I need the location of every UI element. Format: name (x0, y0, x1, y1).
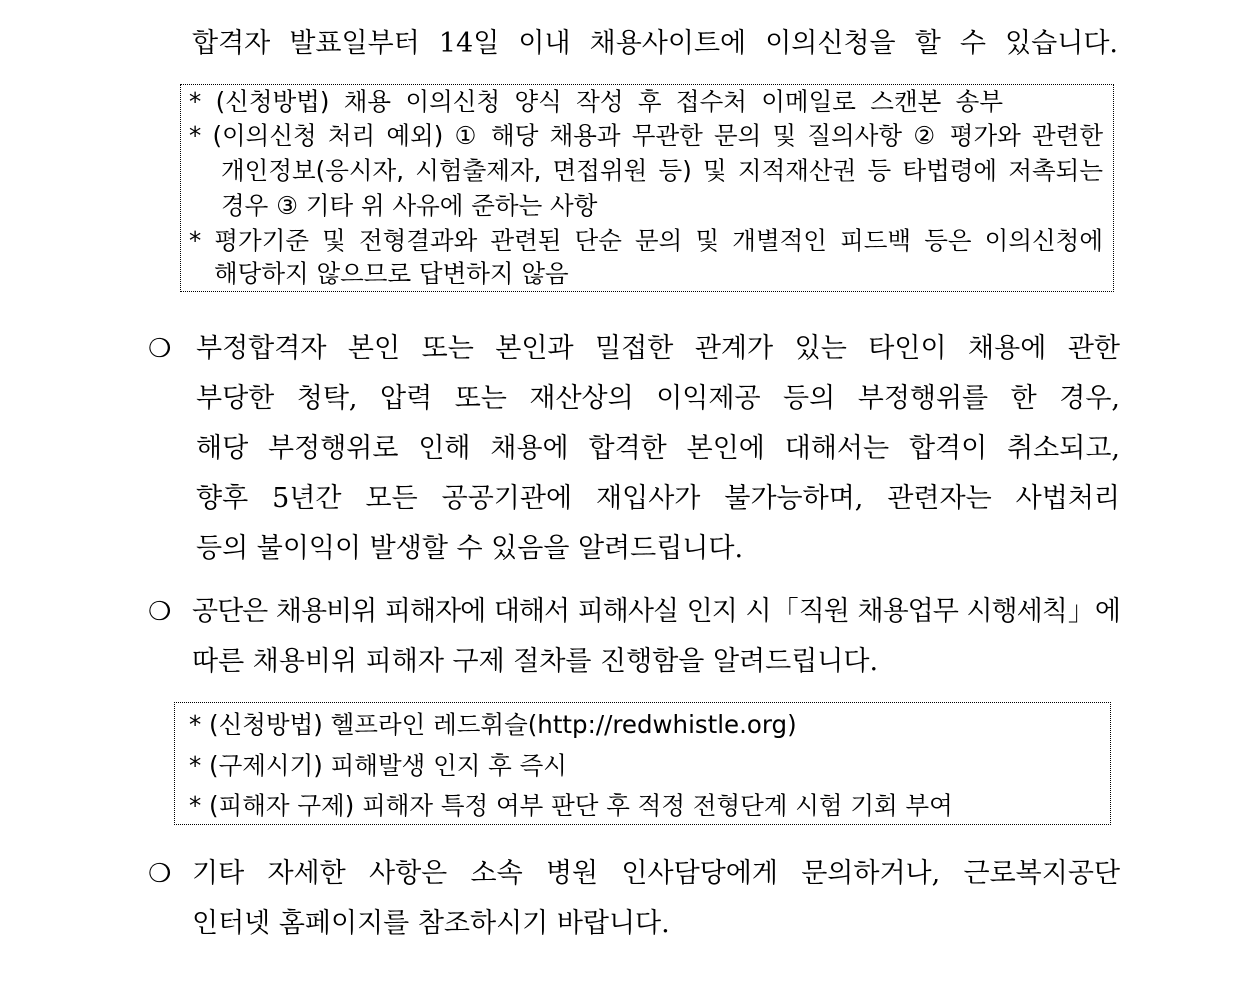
note-line-victim-relief: * (피해자 구제) 피해자 특정 여부 판단 후 적정 전형단계 시험 기회 부여 (189, 791, 953, 820)
bullet-symbol: ❍ (148, 597, 172, 627)
note-line-exceptions: * (이의신청 처리 예외) ① 해당 채용과 무관한 문의 및 질의사항 ② 평가와 관련한 (189, 121, 1103, 150)
note-line-criteria-cont: 해당하지 않으므로 답변하지 않음 (214, 259, 569, 288)
paragraph-victim-line: 따른 채용비위 피해자 구제 절차를 진행함을 알려드립니다. (192, 646, 879, 677)
paragraph-fraud-line: 등의 불이익이 발생할 수 있음을 알려드립니다. (196, 533, 744, 564)
paragraph-fraud-line: 해당 부정행위로 인해 채용에 합격한 본인에 대해서는 합격이 취소되고, (196, 433, 1120, 464)
note-line-exceptions-end: 경우 ③ 기타 위 사유에 준하는 사항 (221, 191, 598, 220)
paragraph-fraud-line: 부당한 청탁, 압력 또는 재산상의 이익제공 등의 부정행위를 한 경우, (196, 383, 1120, 414)
paragraph-contact-line: 기타 자세한 사항은 소속 병원 인사담당에게 문의하거나, 근로복지공단 (192, 858, 1120, 889)
bullet-symbol: ❍ (148, 334, 172, 364)
paragraph-fraud-line: 향후 5년간 모든 공공기관에 재입사가 불가능하며, 관련자는 사법처리 (196, 483, 1120, 514)
note-line-criteria: * 평가기준 및 전형결과와 관련된 단순 문의 및 개별적인 피드백 등은 이의신청에 (189, 226, 1103, 255)
note-line-relief-timing: * (구제시기) 피해발생 인지 후 즉시 (189, 751, 567, 780)
note-box-relief (174, 702, 1111, 825)
note-line-application-method: * (신청방법) 채용 이의신청 양식 작성 후 접수처 이메일로 스캔본 송부 (189, 87, 1003, 116)
paragraph-fraud-line: 부정합격자 본인 또는 본인과 밀접한 관계가 있는 타인이 채용에 관한 (196, 333, 1120, 364)
intro-text: 합격자 발표일부터 14일 이내 채용사이트에 이의신청을 할 수 있습니다. (192, 28, 1118, 59)
bullet-symbol: ❍ (148, 859, 172, 889)
note-line-exceptions-cont: 개인정보(응시자, 시험출제자, 면접위원 등) 및 지적재산권 등 타법령에 저촉되는 (221, 156, 1103, 185)
note-box-objection (180, 84, 1114, 292)
note-line-helpline: * (신청방법) 헬프라인 레드휘슬(http://redwhistle.org) (189, 710, 797, 739)
paragraph-contact-line: 인터넷 홈페이지를 참조하시기 바랍니다. (192, 908, 670, 939)
paragraph-victim-line: 공단은 채용비위 피해자에 대해서 피해사실 인지 시「직원 채용업무 시행세칙」에 (192, 596, 1120, 627)
